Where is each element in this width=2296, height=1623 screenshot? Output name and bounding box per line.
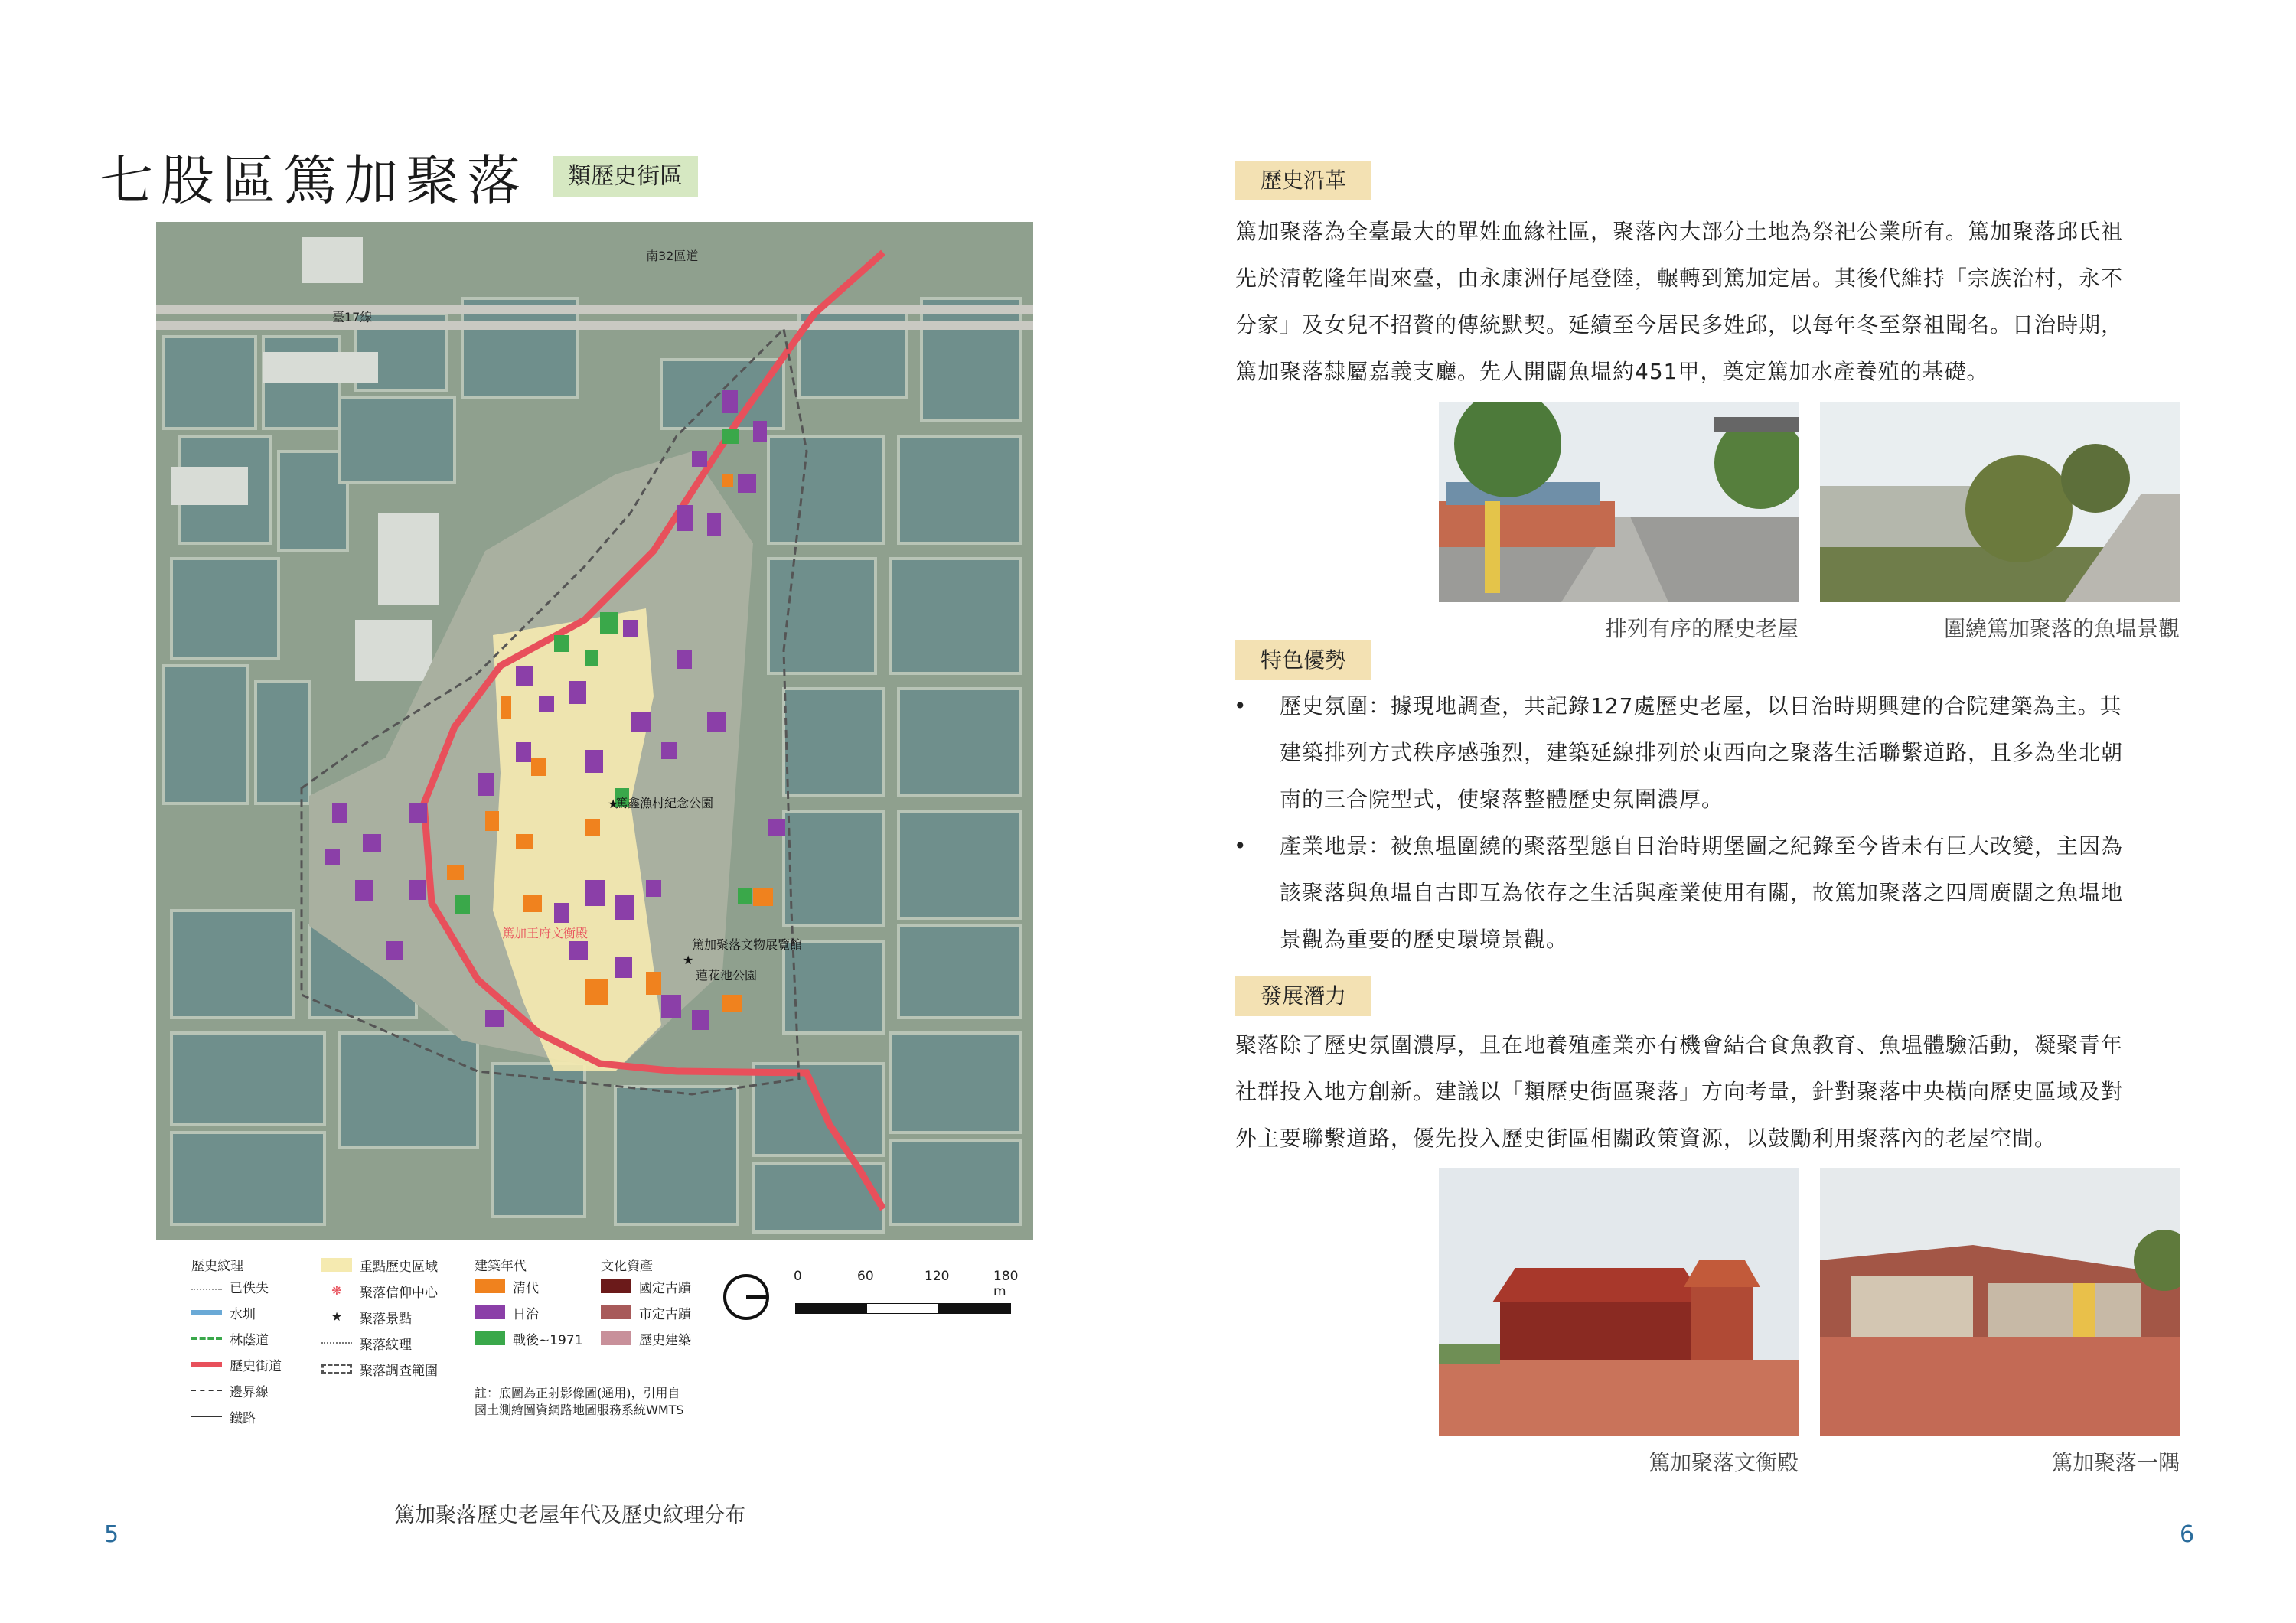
star-icon: ★ bbox=[331, 1309, 343, 1324]
scale-bar bbox=[719, 1270, 1041, 1324]
map-label-park2: 蓮花池公園 bbox=[696, 968, 758, 983]
legend-item: 鐵路 bbox=[230, 1410, 256, 1426]
faith-center-icon: ❋ bbox=[331, 1283, 342, 1298]
legend-group-title: 歷史紋理 bbox=[191, 1259, 243, 1274]
legend-item: 聚落景點 bbox=[360, 1311, 412, 1327]
legend-item: 市定古蹟 bbox=[639, 1306, 691, 1322]
photo-caption: 篤加聚落一隅 bbox=[2050, 1450, 2180, 1475]
scale-label: 120 bbox=[925, 1269, 950, 1284]
section-title-potential: 發展潛力 bbox=[1235, 976, 1371, 1016]
feature-industrial-landscape bbox=[1280, 823, 2198, 963]
map-note-line: 國土測繪圖資網路地圖服務系統WMTS bbox=[475, 1403, 684, 1417]
legend-item: 日治 bbox=[513, 1306, 539, 1322]
legend-item: 水圳 bbox=[230, 1306, 256, 1322]
feature-historic-atmosphere bbox=[1280, 683, 2198, 823]
feature-line: 產業地景：被魚塭圍繞的聚落型態自日治時期堡圖之紀錄至今皆未有巨大改變，主因為 bbox=[1280, 833, 2124, 859]
legend-item: 聚落紋理 bbox=[360, 1337, 412, 1353]
feature-line: 建築排列方式秩序感強烈，建築延線排列於東西向之聚落生活聯繫道路，且多為坐北朝 bbox=[1280, 740, 2124, 765]
legend-item: 邊界線 bbox=[230, 1384, 269, 1400]
map-label-park1: 篤鑫漁村紀念公園 bbox=[615, 796, 714, 810]
photo-caption: 排列有序的歷史老屋 bbox=[1605, 616, 1799, 641]
history-line: 分家」及女兒不招贅的傳統默契。延續至今居民多姓邱，以每年冬至祭祖聞名。日治時期， bbox=[1235, 312, 2124, 337]
legend-item: 聚落調查範圍 bbox=[360, 1363, 438, 1379]
feature-line: 歷史氛圍：據現地調查，共記錄127處歷史老屋，以日治時期興建的合院建築為主。其 bbox=[1280, 693, 2122, 719]
star-icon: ★ bbox=[608, 797, 619, 811]
bullet-icon: • bbox=[1234, 833, 1247, 859]
history-line: 篤加聚落隸屬嘉義支廳。先人開闢魚塭約451甲，奠定篤加水產養殖的基礎。 bbox=[1235, 359, 1989, 384]
legend-item: 聚落信仰中心 bbox=[360, 1285, 438, 1301]
feature-line: 該聚落與魚塭自古即互為依存之生活與產業使用有關，故篤加聚落之四周廣闊之魚塭地 bbox=[1280, 880, 2124, 905]
category-tag: 類歷史街區 bbox=[553, 156, 698, 197]
map-note bbox=[475, 1385, 684, 1419]
page-title: 七股區篤加聚落 bbox=[99, 149, 528, 212]
section-title-history: 歷史沿革 bbox=[1235, 161, 1371, 200]
star-icon: ★ bbox=[683, 953, 694, 967]
scale-label: 0 bbox=[794, 1269, 802, 1284]
scale-label: 60 bbox=[857, 1269, 874, 1284]
legend-group-title: 文化資產 bbox=[601, 1259, 653, 1274]
photo-caption: 篤加聚落文衡殿 bbox=[1648, 1450, 1799, 1475]
potential-line: 外主要聯繫道路，優先投入歷史街區相關政策資源，以鼓勵利用聚落內的老屋空間。 bbox=[1235, 1126, 2057, 1151]
photo-old-houses bbox=[1439, 402, 1799, 602]
history-paragraph bbox=[1235, 208, 2192, 395]
scale-label: 180 m bbox=[993, 1269, 1019, 1299]
photo-courtyard bbox=[1820, 1168, 2180, 1436]
map-caption: 篤加聚落歷史老屋年代及歷史紋理分布 bbox=[394, 1504, 745, 1527]
legend-item: 國定古蹟 bbox=[639, 1280, 691, 1296]
settlement-map bbox=[156, 222, 1033, 1240]
photo-caption: 圍繞篤加聚落的魚塭景觀 bbox=[1943, 616, 2180, 641]
map-label-road17: 臺17線 bbox=[332, 310, 373, 324]
map-label-road32: 南32區道 bbox=[646, 249, 699, 263]
legend-item: 已佚失 bbox=[230, 1280, 269, 1296]
history-line: 篤加聚落為全臺最大的單姓血緣社區，聚落內大部分土地為祭祀公業所有。篤加聚落邱氏祖 bbox=[1235, 219, 2124, 244]
feature-line: 南的三合院型式，使聚落整體歷史氛圍濃厚。 bbox=[1280, 787, 1724, 812]
map-legend bbox=[191, 1255, 1033, 1454]
bullet-icon: • bbox=[1234, 693, 1247, 719]
potential-paragraph bbox=[1235, 1022, 2192, 1162]
map-label-museum: 篤加聚落文物展覽館 bbox=[692, 937, 803, 952]
legend-group-title: 建築年代 bbox=[475, 1259, 527, 1274]
feature-line: 景觀為重要的歷史環境景觀。 bbox=[1280, 927, 1569, 952]
history-line: 先於清乾隆年間來臺，由永康洲仔尾登陸，輾轉到篤加定居。其後代維持「宗族治村，永不 bbox=[1235, 266, 2124, 291]
legend-item: 清代 bbox=[513, 1280, 539, 1296]
photo-temple bbox=[1439, 1168, 1799, 1436]
legend-item: 戰後~1971 bbox=[513, 1332, 583, 1348]
map-note-line: 註：底圖為正射影像圖(通用)，引用自 bbox=[475, 1386, 680, 1400]
photo-fish-ponds bbox=[1820, 402, 2180, 602]
legend-item: 歷史建築 bbox=[639, 1332, 691, 1348]
section-title-features: 特色優勢 bbox=[1235, 640, 1371, 680]
page-number-right: 6 bbox=[2180, 1521, 2195, 1548]
legend-item: 歷史街道 bbox=[230, 1358, 282, 1374]
map-label-temple: 篤加王府文衡殿 bbox=[502, 926, 589, 940]
page-number-left: 5 bbox=[104, 1521, 119, 1548]
legend-item: 林蔭道 bbox=[230, 1332, 269, 1348]
potential-line: 社群投入地方創新。建議以「類歷史街區聚落」方向考量，針對聚落中央橫向歷史區域及對 bbox=[1235, 1079, 2124, 1104]
potential-line: 聚落除了歷史氛圍濃厚，且在地養殖產業亦有機會結合食魚教育、魚塭體驗活動，凝聚青年 bbox=[1235, 1032, 2124, 1058]
legend-item: 重點歷史區域 bbox=[360, 1259, 438, 1275]
